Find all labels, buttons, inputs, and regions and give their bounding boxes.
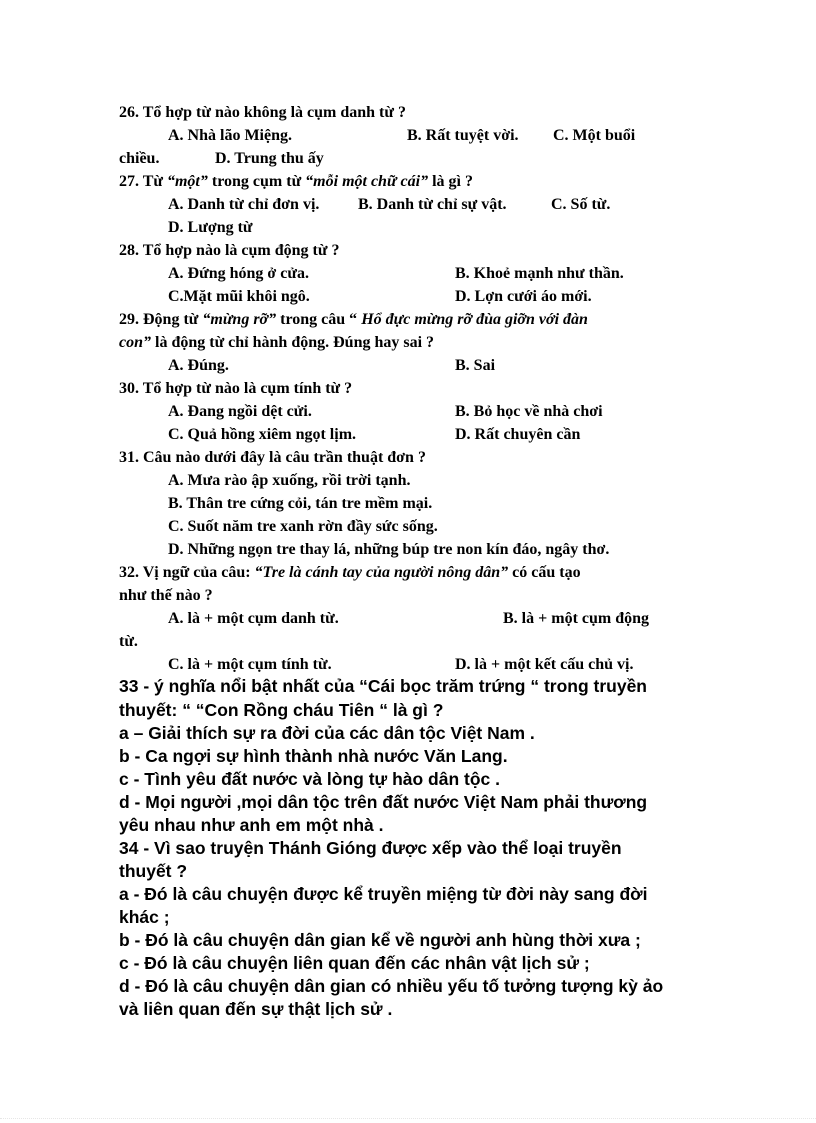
q29-question-cont: con” là động từ chỉ hành động. Đúng hay sai ? (119, 334, 435, 351)
q32-option-a: A. là + một cụm danh từ. (168, 610, 339, 627)
q29-option-a: A. Đúng. (168, 357, 229, 374)
q27-option-a: A. Danh từ chỉ đơn vị. (168, 196, 320, 213)
q26-option-c: C. Một buổi (553, 127, 636, 144)
q34-option-a-cont: khác ; (119, 907, 170, 927)
q28-option-b: B. Khoẻ mạnh như thần. (455, 265, 624, 282)
q34-question-cont: thuyết ? (119, 861, 188, 881)
q33-option-b: b - Ca ngợi sự hình thành nhà nước Văn Lang. (119, 746, 508, 766)
q31-option-d: D. Những ngọn tre thay lá, những búp tre non kín đáo, ngây thơ. (168, 541, 610, 558)
q28-option-a: A. Đứng hóng ở cửa. (168, 265, 309, 282)
q29-option-b: B. Sai (455, 357, 496, 374)
q26-option-d: D. Trung thu ấy (215, 150, 324, 167)
q32-option-d: D. là + một kết cấu chủ vị. (455, 656, 634, 673)
q33-question: 33 - ý nghĩa nổi bật nhất của “Cái bọc trăm trứng “ trong truyền (119, 676, 647, 696)
q30-option-c: C. Quả hồng xiêm ngọt lịm. (168, 426, 357, 443)
q30-option-b: B. Bỏ học về nhà chơi (455, 403, 603, 420)
q28-option-c: C.Mặt mũi khôi ngô. (168, 288, 310, 305)
q32-option-b: B. là + một cụm động (503, 610, 650, 627)
q31-option-c: C. Suốt năm tre xanh rờn đầy sức sống. (168, 518, 438, 535)
q34-option-a: a - Đó là câu chuyện được kể truyền miệng từ đời này sang đời (119, 884, 648, 904)
q34-option-c: c - Đó là câu chuyện liên quan đến các nhân vật lịch sử ; (119, 953, 590, 973)
q32-question: 32. Vị ngữ của câu: “Tre là cánh tay của người nông dân” có cấu tạo (119, 564, 581, 581)
q32-question-cont: như thế nào ? (119, 587, 213, 604)
q27-option-d: D. Lượng từ (168, 219, 253, 236)
q30-question: 30. Tổ hợp từ nào là cụm tính từ ? (119, 380, 353, 397)
q32-option-c: C. là + một cụm tính từ. (168, 656, 332, 673)
page-bottom-divider (0, 1118, 816, 1119)
q32-option-b-cont: từ. (119, 633, 138, 650)
q26-option-a: A. Nhà lão Miệng. (168, 127, 292, 144)
q29-question: 29. Động từ “mừng rỡ” trong câu “ Hổ đực mừng rỡ đùa giỡn với đàn (119, 311, 588, 328)
q33-option-c: c - Tình yêu đất nước và lòng tự hào dân tộc . (119, 769, 501, 789)
q33-option-d: d - Mọi người ,mọi dân tộc trên đất nước Việt Nam phải thương (119, 792, 648, 812)
q33-option-a: a – Giải thích sự ra đời của các dân tộc Việt Nam . (119, 723, 535, 743)
q30-option-a: A. Đang ngồi dệt cửi. (168, 403, 312, 420)
q31-option-b: B. Thân tre cứng cỏi, tán tre mềm mại. (168, 495, 433, 512)
q34-option-d-cont: và liên quan đến sự thật lịch sử . (119, 999, 393, 1019)
q34-question: 34 - Vì sao truyện Thánh Gióng được xếp vào thể loại truyền (119, 838, 622, 858)
q30-option-d: D. Rất chuyên cần (455, 426, 581, 443)
q26-option-b: B. Rất tuyệt vời. (407, 127, 519, 144)
q26-question: 26. Tổ hợp từ nào không là cụm danh từ ? (119, 104, 406, 121)
q33-option-d-cont: yêu nhau như anh em một nhà . (119, 815, 384, 835)
q27-option-b: B. Danh từ chỉ sự vật. (358, 196, 507, 213)
q28-option-d: D. Lợn cưới áo mới. (455, 288, 592, 305)
q34-option-b: b - Đó là câu chuyện dân gian kể về người anh hùng thời xưa ; (119, 930, 641, 950)
q28-question: 28. Tổ hợp nào là cụm động từ ? (119, 242, 340, 259)
q31-option-a: A. Mưa rào ập xuống, rồi trời tạnh. (168, 472, 411, 489)
q31-question: 31. Câu nào dưới đây là câu trần thuật đơn ? (119, 449, 426, 466)
q26-option-c-cont: chiều. (119, 150, 160, 167)
q34-option-d: d - Đó là câu chuyện dân gian có nhiều yếu tố tưởng tượng kỳ ảo (119, 976, 664, 996)
q27-option-c: C. Số từ. (551, 196, 611, 213)
q27-question: 27. Từ “một” trong cụm từ “mỗi một chữ cái” là gì ? (119, 173, 473, 190)
q33-question-cont: thuyết: “ “Con Rồng cháu Tiên “ là gì ? (119, 700, 444, 720)
